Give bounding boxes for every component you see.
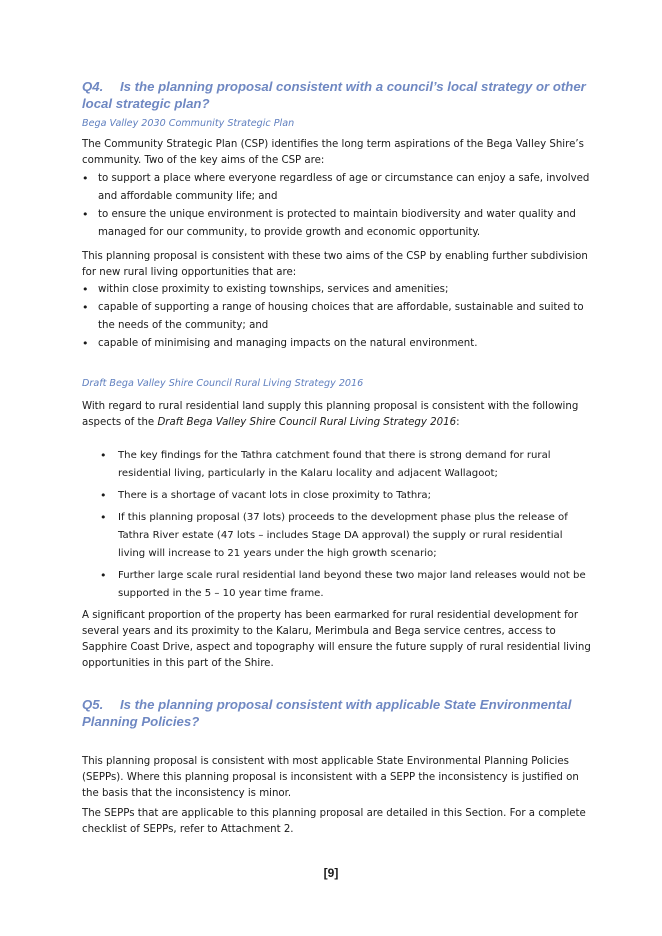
- list-item: • to support a place where everyone regardless of age or circumstance can enjoy a safe, involved and affordable community life; and: [82, 172, 590, 202]
- bullet-icon: •: [82, 208, 89, 221]
- q4-title: Is the planning proposal consistent with a council’s local strategy or other local strategic plan?: [82, 79, 586, 111]
- list-item: • There is a shortage of vacant lots in close proximity to Tathra;: [100, 487, 590, 505]
- rls-heading: Draft Bega Valley Shire Council Rural Living Strategy 2016: [82, 378, 364, 389]
- list-item: • The key findings for the Tathra catchment found that there is strong demand for rural residential living, particularly in the Kalaru locality and adjacent Wallagoot;: [100, 449, 551, 479]
- bullet-icon: •: [82, 337, 89, 350]
- list-item: • capable of supporting a range of housing choices that are affordable, sustainable and suited to the needs of the community; and: [82, 301, 584, 331]
- csp-opportunities-list: [82, 281, 592, 353]
- bullet-icon: •: [82, 301, 89, 314]
- rls-conclusion: A significant proportion of the property has been earmarked for rural residential development for several years and its proximity to the Kalaru, Merimbula and Bega service centres, access to Sapphire Coast Drive, aspect and topography will ensure the future supply of rural residential living opportunities in this part of the Shire.: [82, 610, 591, 669]
- csp-intro: The Community Strategic Plan (CSP) identifies the long term aspirations of the Bega Valley Shire’s community. Two of the key aims of the CSP are:: [82, 139, 584, 166]
- sepp-para-1: This planning proposal is consistent with most applicable State Environmental Planning Policies (SEPPs). Where this planning proposal is inconsistent with a SEPP the inconsistency is justified on the basis that the inconsistency is minor.: [82, 756, 579, 799]
- q5-number: Q5.: [82, 697, 104, 712]
- list-item: • capable of minimising and managing impacts on the natural environment.: [82, 335, 592, 353]
- page-number: [9]: [323, 866, 339, 880]
- list-item: • within close proximity to existing townships, services and amenities;: [82, 281, 592, 299]
- rls-points-list: [100, 447, 590, 607]
- bullet-icon: •: [82, 283, 89, 296]
- bullet-icon: •: [100, 511, 107, 524]
- q5-heading: [82, 696, 602, 730]
- q4-heading: [82, 78, 602, 112]
- q4-number: Q4.: [82, 79, 104, 94]
- csp-consistency: This planning proposal is consistent with these two aims of the CSP by enabling further subdivision for new rural living opportunities that are:: [82, 251, 588, 278]
- rls-intro-title: Draft Bega Valley Shire Council Rural Living Strategy 2016: [157, 417, 457, 428]
- list-item: • If this planning proposal (37 lots) proceeds to the development phase plus the release of Tathra River estate (47 lots – includes Stage DA approval) the supply or rural residential living will increase to 21 years under the high growth scenario;: [100, 511, 568, 559]
- list-item: • Further large scale rural residential land beyond these two major land releases would not be supported in the 5 – 10 year time frame.: [100, 569, 586, 599]
- csp-heading: Bega Valley 2030 Community Strategic Plan: [82, 118, 295, 129]
- csp-aims-list: [82, 170, 592, 242]
- rls-intro: With regard to rural residential land supply this planning proposal is consistent with the following aspects of the Draft Bega Valley Shire Council Rural Living Strategy 2016:: [82, 401, 579, 428]
- bullet-icon: •: [82, 172, 89, 185]
- bullet-icon: •: [100, 449, 107, 462]
- bullet-icon: •: [100, 489, 107, 502]
- bullet-icon: •: [100, 569, 107, 582]
- sepp-para-2: The SEPPs that are applicable to this planning proposal are detailed in this Section. For a complete checklist of SEPPs, refer to Attachment 2.: [82, 808, 586, 835]
- list-item: • to ensure the unique environment is protected to maintain biodiversity and water quality and managed for our community, to provide growth and economic opportunity.: [82, 208, 576, 238]
- q5-title: Is the planning proposal consistent with applicable State Environmental Planning Policies?: [82, 697, 572, 729]
